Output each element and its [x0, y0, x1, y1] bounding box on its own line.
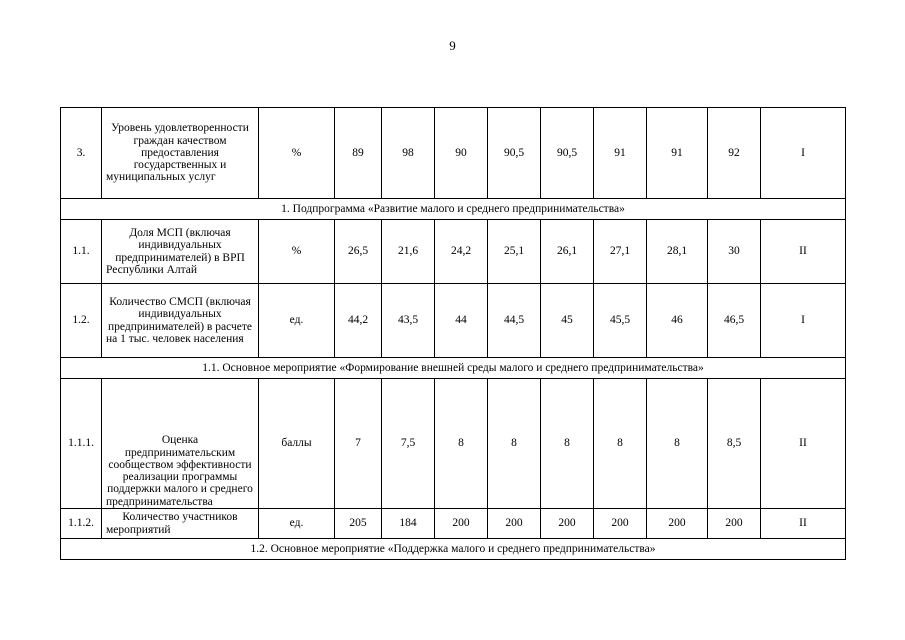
unit-cell: ед.	[259, 509, 335, 539]
value-cell: 200	[708, 509, 761, 539]
value-cell: 89	[335, 108, 382, 199]
level-cell: II	[761, 220, 846, 284]
value-cell: 26,5	[335, 220, 382, 284]
row-number: 1.2.	[61, 284, 102, 358]
table-row	[61, 379, 846, 509]
value-cell: 30	[708, 220, 761, 284]
value-cell: 91	[647, 108, 708, 199]
value-cell: 46	[647, 284, 708, 358]
table-row	[61, 108, 846, 199]
unit-cell: %	[259, 220, 335, 284]
row-number: 3.	[61, 108, 102, 199]
indicator-name: Количество СМСП (включая индивидуальных предпринимателей) в расчете на 1 тыс. человек населения	[102, 284, 259, 358]
value-cell: 44	[435, 284, 488, 358]
indicator-name: Доля МСП (включая индивидуальных предпринимателей) в ВРП Республики Алтай	[102, 220, 259, 284]
value-cell: 28,1	[647, 220, 708, 284]
value-cell: 200	[647, 509, 708, 539]
value-cell: 90	[435, 108, 488, 199]
value-cell: 92	[708, 108, 761, 199]
value-cell: 8	[594, 379, 647, 509]
value-cell: 45	[541, 284, 594, 358]
indicators-table	[60, 107, 846, 560]
value-cell: 205	[335, 509, 382, 539]
indicator-name: Оценка предпринимательским сообществом эффективности реализации программы поддержки малого и среднего предпринимательства	[102, 379, 259, 509]
value-cell: 43,5	[382, 284, 435, 358]
level-cell: I	[761, 108, 846, 199]
value-cell: 8,5	[708, 379, 761, 509]
value-cell: 200	[594, 509, 647, 539]
value-cell: 91	[594, 108, 647, 199]
section-title: 1.2. Основное мероприятие «Поддержка малого и среднего предпринимательства»	[61, 539, 846, 560]
unit-cell: баллы	[259, 379, 335, 509]
value-cell: 8	[647, 379, 708, 509]
indicator-name: Количество участников мероприятий	[102, 509, 259, 539]
section-title: 1.1. Основное мероприятие «Формирование внешней среды малого и среднего предпринимательства»	[61, 358, 846, 379]
value-cell: 200	[435, 509, 488, 539]
section-row	[61, 539, 846, 560]
row-number: 1.1.	[61, 220, 102, 284]
value-cell: 90,5	[488, 108, 541, 199]
value-cell: 7,5	[382, 379, 435, 509]
value-cell: 200	[541, 509, 594, 539]
indicator-name: Уровень удовлетворенности граждан качеством предоставления государственных и муниципальных услуг	[102, 108, 259, 199]
value-cell: 200	[488, 509, 541, 539]
row-number: 1.1.1.	[61, 379, 102, 509]
value-cell: 25,1	[488, 220, 541, 284]
value-cell: 46,5	[708, 284, 761, 358]
value-cell: 21,6	[382, 220, 435, 284]
section-row	[61, 199, 846, 220]
level-cell: I	[761, 284, 846, 358]
table-row	[61, 220, 846, 284]
value-cell: 24,2	[435, 220, 488, 284]
value-cell: 8	[435, 379, 488, 509]
table-row	[61, 284, 846, 358]
unit-cell: %	[259, 108, 335, 199]
table-row	[61, 509, 846, 539]
value-cell: 8	[541, 379, 594, 509]
value-cell: 184	[382, 509, 435, 539]
row-number: 1.1.2.	[61, 509, 102, 539]
value-cell: 26,1	[541, 220, 594, 284]
unit-cell: ед.	[259, 284, 335, 358]
section-row	[61, 358, 846, 379]
level-cell: II	[761, 379, 846, 509]
page-number: 9	[449, 38, 456, 53]
value-cell: 45,5	[594, 284, 647, 358]
value-cell: 90,5	[541, 108, 594, 199]
value-cell: 7	[335, 379, 382, 509]
value-cell: 44,5	[488, 284, 541, 358]
value-cell: 8	[488, 379, 541, 509]
value-cell: 98	[382, 108, 435, 199]
level-cell: II	[761, 509, 846, 539]
value-cell: 27,1	[594, 220, 647, 284]
section-title: 1. Подпрограмма «Развитие малого и среднего предпринимательства»	[61, 199, 846, 220]
value-cell: 44,2	[335, 284, 382, 358]
